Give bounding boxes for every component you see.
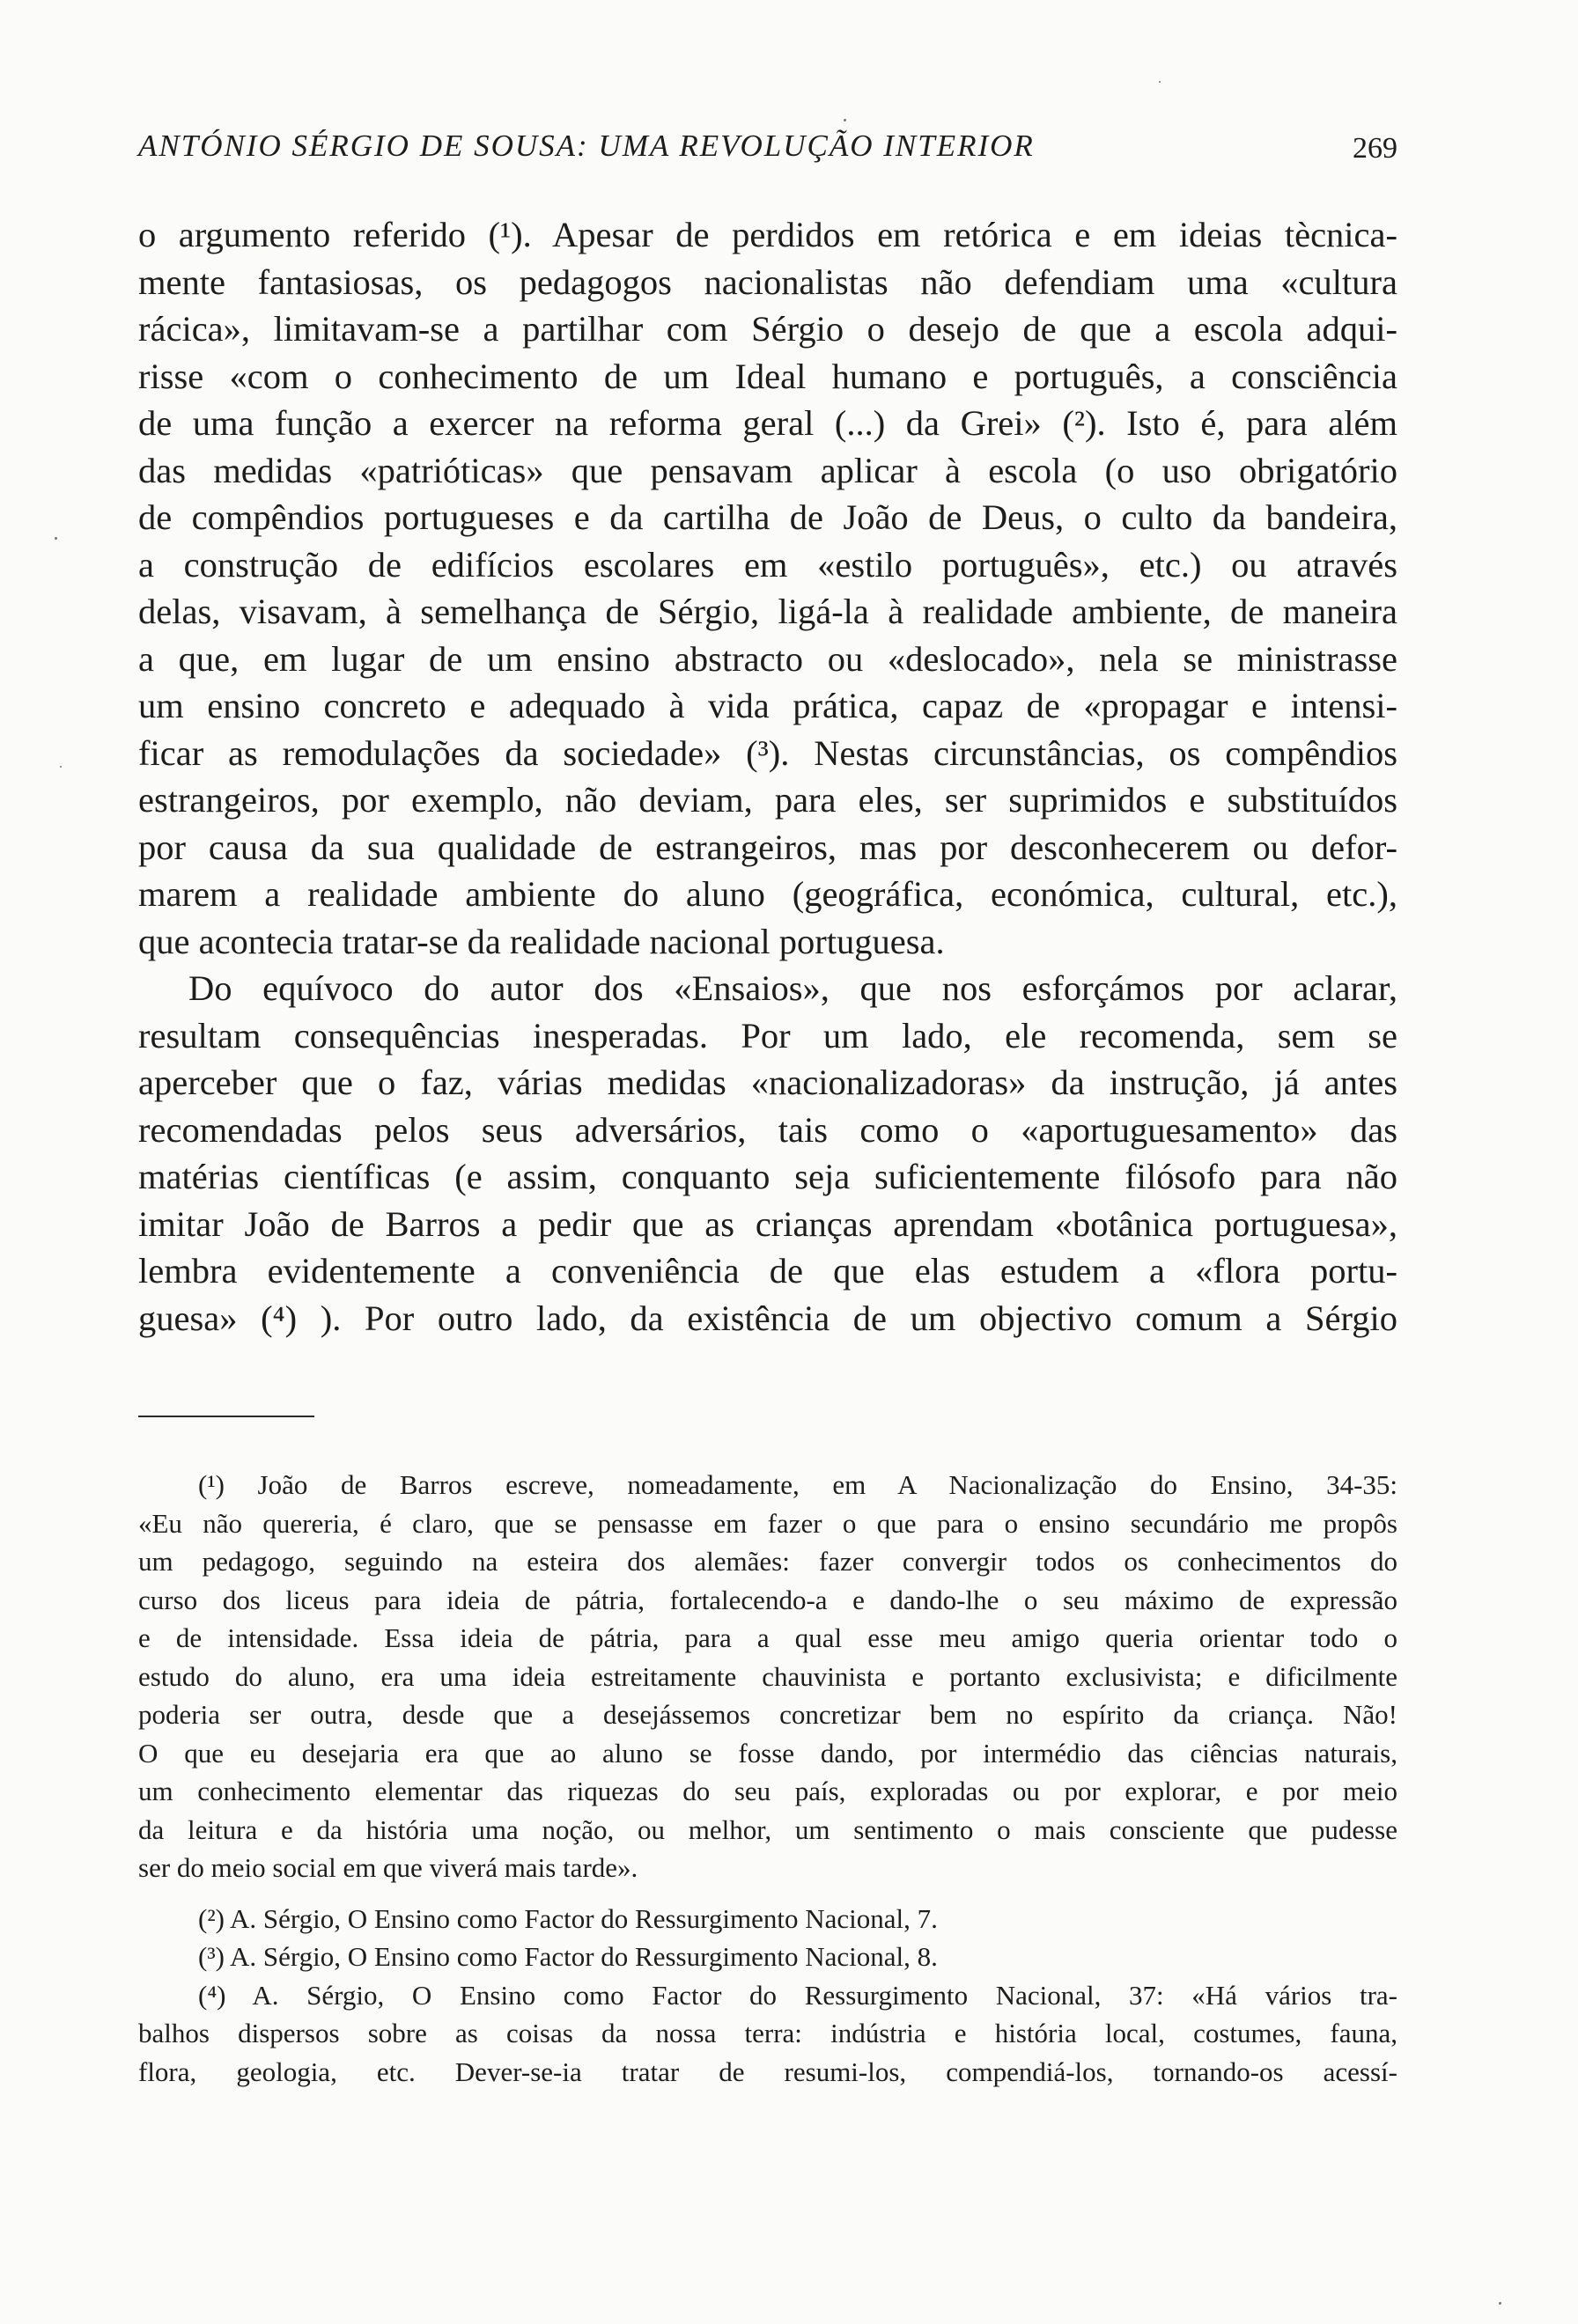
body-line: um ensino concreto e adequado à vida prática, capaz de «propagar e intensi-	[138, 686, 1397, 725]
body-line: mente fantasiosas, os pedagogos nacionalistas não defendiam uma «cultura	[138, 261, 1397, 302]
body-line: a construção de edifícios escolares em «estilo português», etc.) ou através	[138, 544, 1397, 585]
footnote-line: um conhecimento elementar das riquezas do seu país, exploradas ou por explorar, e por meio	[138, 1776, 1397, 1806]
paper-speck	[844, 119, 846, 121]
body-line: por causa da sua qualidade de estrangeiros, mas por desconhecerem ou defor-	[138, 827, 1397, 867]
paper-speck	[55, 537, 57, 540]
footnote-line: (¹) João de Barros escreve, nomeadamente, em A Nacionalização do Ensino, 34-35:	[198, 1469, 1397, 1500]
body-line: matérias científicas (e assim, conquanto seja suficientemente filósofo para não	[138, 1157, 1397, 1196]
body-line: imitar João de Barros a pedir que as crianças aprendam «botânica portuguesa»,	[138, 1203, 1397, 1244]
footnote-line: e de intensidade. Essa ideia de pátria, para a qual esse meu amigo queria orientar todo o	[138, 1622, 1397, 1653]
footnote-3	[138, 1938, 1397, 1976]
footnotes	[138, 1466, 1397, 2091]
footnote-rule	[138, 1416, 314, 1417]
body-line: recomendadas pelos seus adversários, tais como o «aportuguesamento» das	[138, 1109, 1397, 1150]
body-line: das medidas «patrióticas» que pensavam aplicar à escola (o uso obrigatório	[138, 450, 1397, 490]
running-head: ANTÓNIO SÉRGIO DE SOUSA: UMA REVOLUÇÃO INTERIOR	[138, 129, 1035, 163]
body-line: rácica», limitavam-se a partilhar com Sérgio o desejo de que a escola adqui-	[138, 309, 1397, 349]
footnote-line: balhos dispersos sobre as coisas da nossa terra: indústria e história local, costumes, fauna,	[138, 2018, 1397, 2048]
page-number: 269	[1353, 132, 1397, 165]
footnote-line: estudo do aluno, era uma ideia estreitamente chauvinista e portanto exclusivista; e dificilmente	[138, 1660, 1397, 1692]
footnote-2	[138, 1900, 1397, 1938]
body-line: aperceber que o faz, várias medidas «nacionalizadoras» da instrução, já antes	[138, 1063, 1397, 1102]
body-line: lembra evidentemente a conveniência de que elas estudem a «flora portu-	[138, 1251, 1397, 1291]
page-header	[138, 125, 1397, 178]
body-line: risse «com o conhecimento de um Ideal humano e português, a consciência	[138, 356, 1397, 396]
paper-speck	[1159, 81, 1161, 83]
footnote-line: (²) A. Sérgio, O Ensino como Factor do Ressurgimento Nacional, 7.	[198, 1902, 938, 1934]
body-line: estrangeiros, por exemplo, não deviam, para eles, ser suprimidos e substituídos	[138, 780, 1397, 820]
body-line: o argumento referido (¹). Apesar de perdidos em retórica e em ideias tècnica-	[138, 215, 1397, 254]
footnote-line: (³) A. Sérgio, O Ensino como Factor do Ressurgimento Nacional, 8.	[198, 1941, 938, 1972]
footnote-line: da leitura e da história uma noção, ou melhor, um sentimento o mais consciente que pudesse	[138, 1813, 1397, 1845]
body-line: a que, em lugar de um ensino abstracto ou «deslocado», nela se ministrasse	[138, 638, 1397, 679]
body-line: guesa» (⁴) ). Por outro lado, da existência de um objectivo comum a Sérgio	[138, 1298, 1397, 1338]
footnote-1	[138, 1466, 1397, 1887]
footnote-4	[138, 1976, 1397, 2092]
body-line: resultam consequências inesperadas. Por um lado, ele recomenda, sem se	[138, 1015, 1397, 1055]
body-line: ficar as remodulações da sociedade» (³). Nestas circunstâncias, os compêndios	[138, 732, 1397, 773]
footnote-line: (⁴) A. Sérgio, O Ensino como Factor do Ressurgimento Nacional, 37: «Há vários tra-	[198, 1979, 1397, 2011]
footnote-line: ser do meio social em que viverá mais tarde».	[138, 1852, 638, 1883]
body-line: marem a realidade ambiente do aluno (geográfica, económica, cultural, etc.),	[138, 874, 1397, 914]
footnote-line: curso dos liceus para ideia de pátria, fortalecendo-a e dando-lhe o seu máximo de expressão	[138, 1584, 1397, 1615]
footnote-line: flora, geologia, etc. Dever-se-ia tratar de resumi-los, compendiá-los, tornando-os acessí-	[138, 2056, 1397, 2087]
body-line: que acontecia tratar-se da realidade nacional portuguesa.	[138, 921, 945, 961]
body-line: de uma função a exercer na reforma geral (...) da Grei» (²). Isto é, para além	[138, 403, 1397, 443]
body-line: delas, visavam, à semelhança de Sérgio, ligá-la à realidade ambiente, de maneira	[138, 592, 1397, 631]
paper-speck	[60, 766, 62, 768]
footnote-line: um pedagogo, seguindo na esteira dos alemães: fazer convergir todos os conhecimentos do	[138, 1546, 1397, 1577]
body-line: Do equívoco do autor dos «Ensaios», que nos esforçámos por aclarar,	[188, 968, 1397, 1008]
footnote-line: poderia ser outra, desde que a desejássemos concretizar bem no espírito da criança. Não!	[138, 1699, 1397, 1730]
paper-speck	[1499, 2302, 1501, 2305]
footnote-line: O que eu desejaria era que ao aluno se fosse dando, por intermédio das ciências naturais,	[138, 1737, 1397, 1769]
body-text	[138, 211, 1397, 1342]
footnote-line: «Eu não quereria, é claro, que se pensasse em fazer o que para o ensino secundário me propôs	[138, 1507, 1397, 1539]
body-line: de compêndios portugueses e da cartilha de João de Deus, o culto da bandeira,	[138, 497, 1397, 537]
